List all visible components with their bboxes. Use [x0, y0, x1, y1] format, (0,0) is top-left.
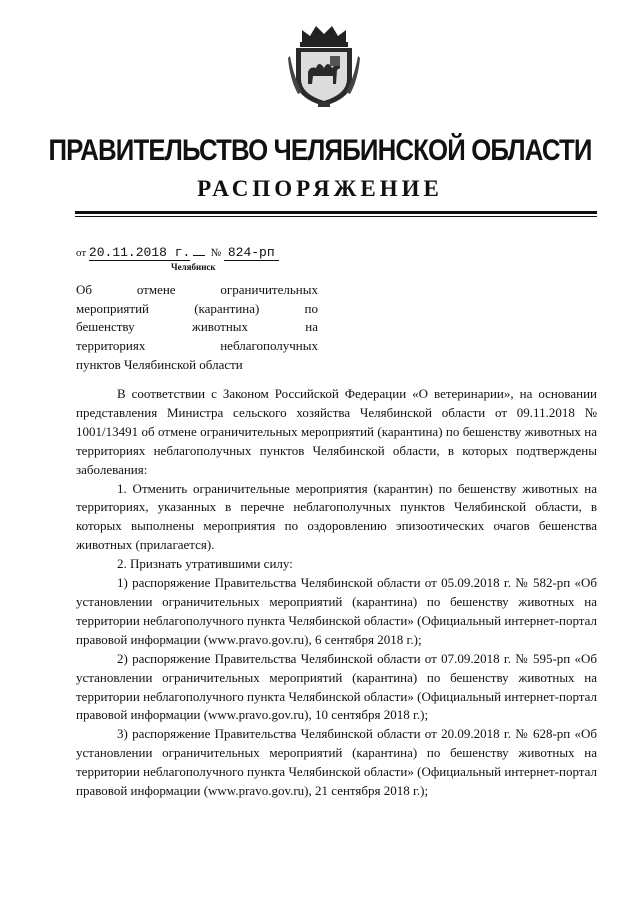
repealed-act-2-paragraph: 2) распоряжение Правительства Челябинской области от 07.09.2018 г. № 595-рп «Об установлении ограничительных мероприятий (карантина) по бешенству животных на территории неблагополучного пункта Челябинской области» (Официальный интернет-портал правовой информации (www.pravo.gov.ru), 10 сентября 2018 г.);: [76, 650, 597, 723]
item-2-paragraph: 2. Признать утратившими силу:: [117, 556, 293, 572]
document-date: 20.11.2018 г.: [88, 245, 191, 260]
repealed-act-1-paragraph: 1) распоряжение Правительства Челябинской области от 05.09.2018 г. № 582-рп «Об установлении ограничительных мероприятий (карантина) по бешенству животных на территории неблагополучного пункта Челябинской области» (Официальный интернет-портал правовой информации (www.pravo.gov.ru), 6 сентября 2018 г.);: [76, 575, 597, 647]
header-divider-thin: [75, 216, 597, 217]
date-underline-gap: [193, 255, 205, 256]
subject-line: бешенству животных на: [76, 319, 318, 335]
document-body: [76, 385, 597, 801]
document-reference: [76, 245, 279, 261]
preamble-paragraph: В соответствии с Законом Российской Федерации «О ветеринарии», на основании представления Министра сельского хозяйства Челябинской области от 09.11.2018 № 1001/13491 об отмене ограничительных мероприятий (карантина) по бешенству животных на территориях неблагополучных пунктов Челябинской области, в которых подтверждены заболевания:: [76, 386, 597, 477]
coat-of-arms-emblem: [288, 22, 360, 108]
subject-line: пунктов Челябинской области: [76, 356, 243, 372]
subject-line: территориях неблагополучных: [76, 338, 318, 354]
date-label: от: [76, 247, 87, 259]
repealed-act-3-paragraph: 3) распоряжение Правительства Челябинской области от 20.09.2018 г. № 628-рп «Об установлении ограничительных мероприятий (карантина) по бешенству животных на территории неблагополучного пункта Челябинской области» (Официальный интернет-портал правовой информации (www.pravo.gov.ru), 21 сентября 2018 г.);: [76, 726, 597, 799]
number-label: №: [210, 247, 222, 259]
subject-line: мероприятий (карантина) по: [76, 300, 318, 316]
organization-title: ПРАВИТЕЛЬСТВО ЧЕЛЯБИНСКОЙ ОБЛАСТИ: [48, 134, 592, 167]
header-divider-thick: [75, 211, 597, 214]
document-number: 824-рп: [224, 245, 279, 261]
document-subject: [76, 281, 318, 375]
document-type-title: РАСПОРЯЖЕНИЕ: [197, 176, 443, 201]
item-1-paragraph: 1. Отменить ограничительные мероприятия (карантин) по бешенству животных на территориях, указанных в перечне неблагополучных пунктов Челябинской области, в которых выполнены мероприятия по оздоровлению эпизоотических очагов бешенства животных (прилагается).: [76, 480, 597, 553]
subject-line: Об отмене ограничительных: [76, 282, 318, 297]
document-city: Челябинск: [171, 262, 216, 272]
